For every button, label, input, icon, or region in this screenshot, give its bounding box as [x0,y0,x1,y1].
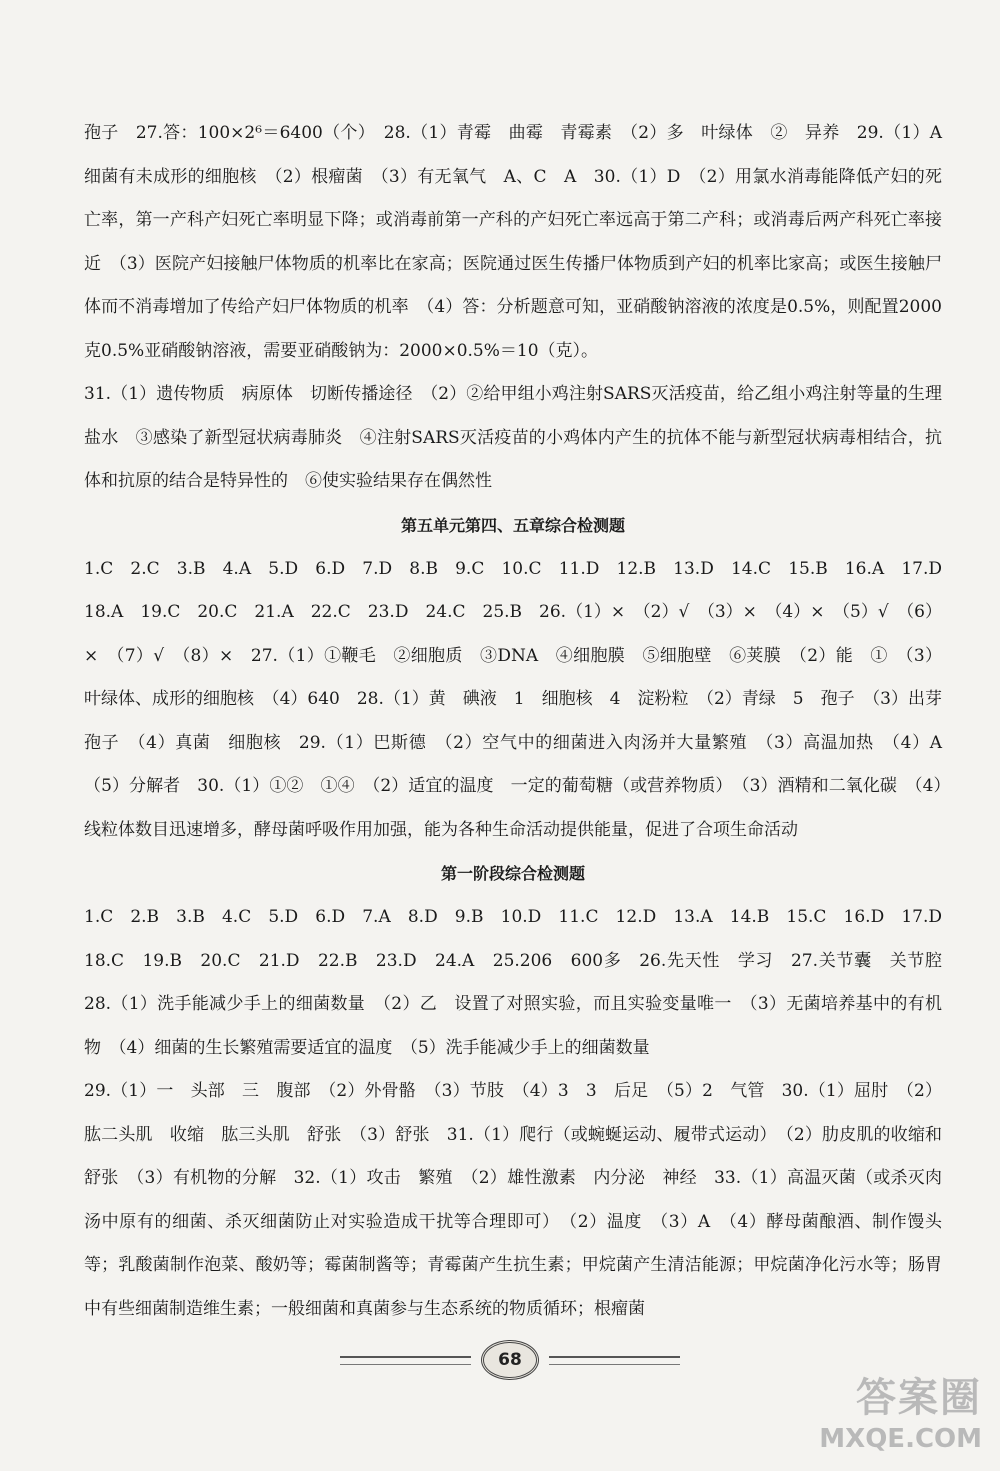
answer-paragraph: 1.C 2.C 3.B 4.A 5.D 6.D 7.D 8.B 9.C 10.C 11.D 12.B 13.D 14.C 15.B 16.A 17.D 18.A 19.C 20.C 21.A 22.C 23.D 24.C 25.B 26.（1）× （2）√ （3）× （4）× （5）√ （6）× （7）√ （8）× 27.（1）①鞭毛 ②细胞质 ③DNA ④细胞膜 ⑤细胞壁 ⑥荚膜 （2）能 ① （3）叶绿体、成形的细胞核 （4）640 28.（1）黄 碘液 1 细胞核 4 淀粉粒 （2）青绿 5 孢子 （3）出芽 孢子 （4）真菌 细胞核 29.（1）巴斯德 （2）空气中的细菌进入肉汤并大量繁殖 （3）高温加热 （4）A （5）分解者 30.（1）①② ①④ （2）适宜的温度 一定的葡萄糖（或营养物质） （3）酒精和二氧化碳 （4）线粒体数目迅速增多，酵母菌呼吸作用加强，能为各种生命活动提供能量，促进了合项生命活动 [84,558,959,840]
answer-paragraph: 31.（1）遗传物质 病原体 切断传播途径 （2）②给甲组小鸡注射SARS灭活疫苗，给乙组小鸡注射等量的生理盐水 ③感染了新型冠状病毒肺炎 ④注射SARS灭活疫苗的小鸡体内产生的抗体不能与新型冠状病毒相结合，抗体和抗原的结合是特异性的 ⑥使实验结果存在偶然性 [84,384,942,491]
watermark [762,1373,982,1463]
watermark-logo: 答案圈 [856,1375,982,1421]
answer-paragraph: 孢子 27.答：100×2⁶＝6400（个） 28.（1）青霉 曲霉 青霉素 （2）多 叶绿体 ② 异养 29.（1）A 细菌有未成形的细胞核 （2）根瘤菌 （3）有无氧气 A、C A 30.（1）D （2）用氯水消毒能降低产妇的死亡率，第一产科产妇死亡率明显下降；或消毒前第一产科的产妇死亡率远高于第二产科；或消毒后两产科死亡率接近 （3）医院产妇接触尸体物质的机率比在家高；医院通过医生传播尸体物质到产妇的机率比家高；或医生接触尸体而不消毒增加了传给产妇尸体物质的机率 （4）答：分析题意可知，亚硝酸钠溶液的浓度是0.5%，则配置2000克0.5%亚硝酸钠溶液，需要亚硝酸钠为：2000×0.5%＝10（克）。 [84,123,959,361]
section-unit5 [84,504,959,853]
footer-rule-left [340,1356,471,1365]
answer-page [84,112,959,1331]
section-continued [84,112,959,504]
section-stage1 [84,852,959,1331]
watermark-url: MXQE.COM [819,1424,982,1454]
section-heading: 第五单元第四、五章综合检测题 [400,515,625,535]
section-heading: 第一阶段综合检测题 [440,864,585,883]
answer-paragraph: 29.（1）一 头部 三 腹部 （2）外骨骼 （3）节肢 （4）3 3 后足 （5）2 气管 30.（1）屈肘 （2）肱二头肌 收缩 肱三头肌 舒张 （3）舒张 31.（1）爬行（或蜿蜒运动、履带式运动） （2）肋皮肌的收缩和舒张 （3）有机物的分解 32.（1）攻击 繁殖 （2）雄性激素 内分泌 神经 33.（1）高温灭菌（或杀灭肉汤中原有的细菌、杀灭细菌防止对实验造成干扰等合理即可） （2）温度 （3）A （4）酵母菌酿酒、制作馒头等；乳酸菌制作泡菜、酸奶等；霉菌制酱等；青霉菌产生抗生素；甲烷菌产生清洁能源；甲烷菌净化污水等；肠胃中有些细菌制造维生素；一般细菌和真菌参与生态系统的物质循环；根瘤菌 [84,1081,942,1319]
answer-paragraph: 1.C 2.B 3.B 4.C 5.D 6.D 7.A 8.D 9.B 10.D 11.C 12.D 13.A 14.B 15.C 16.D 17.D 18.C 19.B 20.C 21.D 22.B 23.D 24.A 25.206 600多 26.先天性 学习 27.关节囊 关节腔 28.（1）洗手能减少手上的细菌数量 （2）乙 设置了对照实验，而且实验变量唯一 （3）无菌培养基中的有机物 （4）细菌的生长繁殖需要适宜的温度 （5）洗手能减少手上的细菌数量 [84,907,959,1058]
page-footer [340,1340,680,1380]
footer-rule-right [549,1356,680,1365]
page-number: 68 [481,1340,539,1380]
